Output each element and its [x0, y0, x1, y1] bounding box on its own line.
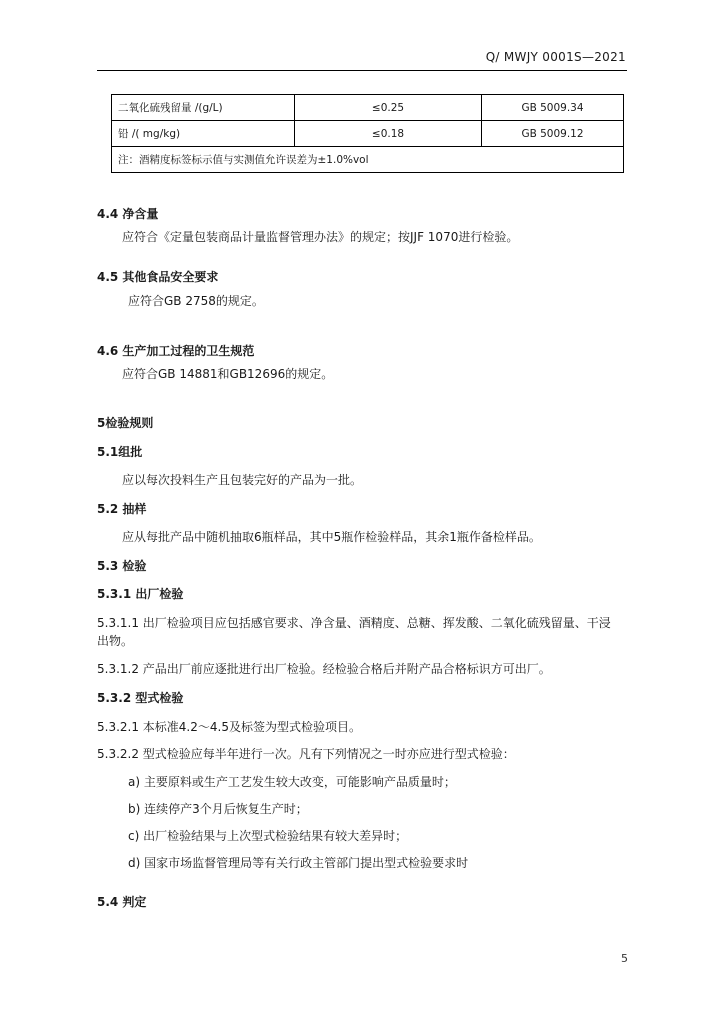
spec-table: [111, 94, 624, 173]
section-4-5-title: 4.5 其他食品安全要求: [97, 270, 219, 284]
page-number: 5: [621, 952, 628, 965]
table-note-row: [112, 147, 624, 173]
section-5-3-title: 5.3 检验: [97, 559, 147, 573]
table-cell-limit: ≤0.18: [295, 121, 482, 147]
table-cell-item: 铅 /( mg/kg): [112, 121, 295, 147]
section-5-1-text: 应以每次投料生产且包装完好的产品为一批。: [122, 473, 363, 487]
section-4-5-text: 应符合GB 2758的规定。: [128, 294, 264, 308]
section-5-4-title: 5.4 判定: [97, 895, 147, 909]
list-item: d) 国家市场监督管理局等有关行政主管部门提出型式检验要求时: [128, 856, 469, 870]
table-cell-limit: ≤0.25: [295, 95, 482, 121]
section-5-2-title: 5.2 抽样: [97, 502, 147, 516]
section-4-4-title: 4.4 净含量: [97, 207, 159, 221]
section-4-6-title: 4.6 生产加工过程的卫生规范: [97, 344, 255, 358]
section-5-title: 5检验规则: [97, 416, 154, 430]
list-item: a) 主要原料或生产工艺发生较大改变，可能影响产品质量时；: [128, 775, 456, 789]
section-4-6-text: 应符合GB 14881和GB12696的规定。: [122, 367, 334, 381]
section-5-1-title: 5.1组批: [97, 445, 143, 459]
section-5-3-2-title: 5.3.2 型式检验: [97, 691, 184, 705]
section-4-4-text: 应符合《定量包装商品计量监督管理办法》的规定；按JJF 1070进行检验。: [122, 230, 519, 244]
section-5-3-1-1-line2: 出物。: [97, 634, 134, 648]
table-cell-item: 二氧化硫残留量 /(g/L): [112, 95, 295, 121]
document-code: Q/ MWJY 0001S—2021: [485, 50, 626, 64]
section-5-3-2-1-text: 5.3.2.1 本标准4.2～4.5及标签为型式检验项目。: [97, 720, 361, 734]
section-5-3-1-2-text: 5.3.1.2 产品出厂前应逐批进行出厂检验。经检验合格后并附产品合格标识方可出厂。: [97, 662, 551, 676]
list-item: b) 连续停产3个月后恢复生产时；: [128, 802, 308, 816]
section-5-3-1-1-line1: 5.3.1.1 出厂检验项目应包括感官要求、净含量、酒精度、总糖、挥发酸、二氧化硫残留量、干浸: [97, 616, 611, 630]
section-5-3-1-title: 5.3.1 出厂检验: [97, 587, 184, 601]
table-row: [112, 121, 624, 147]
table-cell-method: GB 5009.34: [482, 95, 624, 121]
list-item: c) 出厂检验结果与上次型式检验结果有较大差异时；: [128, 829, 408, 843]
header-divider: [97, 70, 627, 71]
table-note: 注：酒精度标签标示值与实测值允许误差为±1.0%vol: [112, 147, 624, 173]
table-row: [112, 95, 624, 121]
table-cell-method: GB 5009.12: [482, 121, 624, 147]
section-5-2-text: 应从每批产品中随机抽取6瓶样品，其中5瓶作检验样品，其余1瓶作备检样品。: [122, 530, 541, 544]
section-5-3-2-2-text: 5.3.2.2 型式检验应每半年进行一次。凡有下列情况之一时亦应进行型式检验：: [97, 747, 515, 761]
